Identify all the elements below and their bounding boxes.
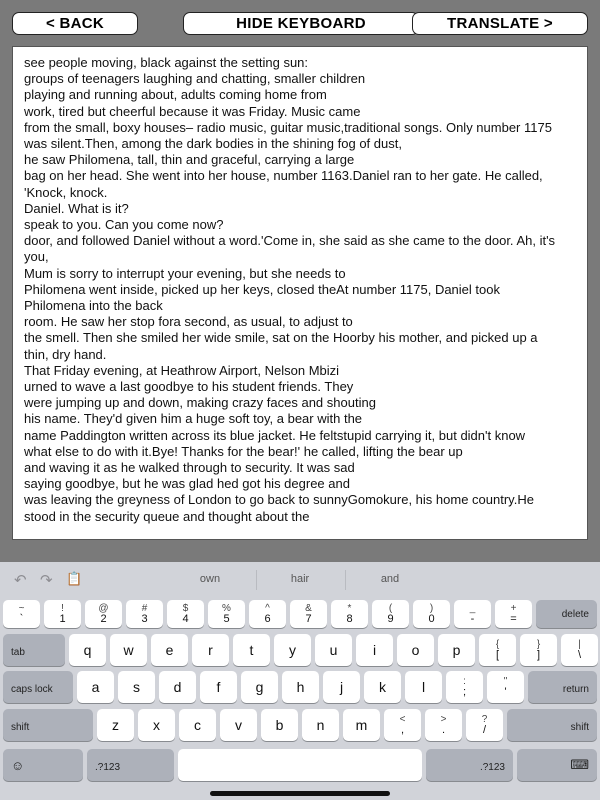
dismiss-keyboard-key[interactable] bbox=[517, 749, 597, 781]
key-label: a bbox=[91, 679, 100, 695]
key-label: o bbox=[411, 642, 420, 658]
key-p[interactable] bbox=[438, 634, 475, 666]
key-l[interactable] bbox=[405, 671, 442, 703]
key-number-10[interactable] bbox=[413, 600, 450, 628]
tab-key[interactable] bbox=[3, 634, 65, 666]
key-upper-label: { bbox=[495, 639, 500, 650]
key-number-7[interactable] bbox=[290, 600, 327, 628]
key-label: z bbox=[112, 717, 119, 733]
key-lower-label: [ bbox=[495, 649, 500, 661]
back-button[interactable]: < BACK bbox=[12, 12, 138, 35]
key-t[interactable] bbox=[233, 634, 270, 666]
text-line: saying goodbye, but he was glad hed got his degree and bbox=[24, 476, 350, 492]
delete-key[interactable] bbox=[536, 600, 597, 628]
suggestion-2[interactable]: hair bbox=[290, 573, 310, 585]
key-label: d bbox=[173, 679, 182, 695]
space-bar[interactable] bbox=[178, 749, 422, 781]
text-line: urned to wave a last goodbye to his student friends. They bbox=[24, 379, 354, 395]
key-upper-label: ! bbox=[61, 603, 64, 614]
key-number-12[interactable] bbox=[495, 600, 532, 628]
key-lower-label: 9 bbox=[387, 613, 394, 625]
key-q[interactable] bbox=[69, 634, 106, 666]
key-number-4[interactable] bbox=[167, 600, 204, 628]
key-upper-label: $ bbox=[182, 603, 189, 614]
key-label: i bbox=[372, 642, 377, 658]
key-label: s bbox=[133, 679, 140, 695]
key-lower-label: ; bbox=[462, 686, 467, 698]
text-line: Mum is sorry to interrupt your evening, but she needs to bbox=[24, 265, 346, 281]
key-upper-label: " bbox=[503, 676, 508, 687]
key-label: .?123 bbox=[479, 762, 505, 773]
key-label: n bbox=[316, 717, 325, 733]
key-lower-label: 2 bbox=[100, 613, 107, 625]
text-line: thin, dry hand. bbox=[24, 346, 107, 362]
return-key[interactable] bbox=[528, 671, 597, 703]
key-label: k bbox=[379, 679, 386, 695]
key-lower-label: \ bbox=[577, 649, 582, 661]
key-upper-label: ( bbox=[388, 603, 393, 614]
key-label: tab bbox=[11, 647, 25, 658]
text-line: Philomena into the back bbox=[24, 298, 163, 314]
key-number-11[interactable] bbox=[454, 600, 491, 628]
text-line: groups of teenagers laughing and chatting, smaller children bbox=[24, 71, 366, 87]
key-symbol-0[interactable] bbox=[384, 709, 421, 741]
key-number-1[interactable] bbox=[44, 600, 81, 628]
key-label: return bbox=[562, 684, 589, 695]
key-label: shift bbox=[570, 722, 589, 733]
key-symbol-2[interactable] bbox=[466, 709, 503, 741]
numbers-key-left[interactable] bbox=[87, 749, 174, 781]
key-o[interactable] bbox=[397, 634, 434, 666]
key-upper-label: ~ bbox=[18, 603, 25, 614]
text-line: 'Knock, knock. bbox=[24, 184, 108, 200]
text-line: Daniel. What is it? bbox=[24, 200, 129, 216]
key-lower-label: 4 bbox=[182, 613, 189, 625]
keyboard-toolbar bbox=[0, 562, 600, 598]
key-upper-label: @ bbox=[98, 603, 109, 614]
key-number-8[interactable] bbox=[331, 600, 368, 628]
key-lower-label: 0 bbox=[428, 613, 435, 625]
key-upper-label: ^ bbox=[265, 603, 270, 614]
key-symbol-0[interactable] bbox=[479, 634, 516, 666]
key-upper-label: < bbox=[399, 714, 406, 725]
key-lower-label: 1 bbox=[59, 613, 66, 625]
key-lower-label: 5 bbox=[223, 613, 230, 625]
key-upper-label: + bbox=[510, 603, 517, 614]
key-lower-label: / bbox=[482, 724, 487, 736]
key-j[interactable] bbox=[323, 671, 360, 703]
key-label: m bbox=[355, 717, 368, 733]
key-upper-label: _ bbox=[469, 603, 476, 614]
text-line: That Friday evening, at Heathrow Airport, Nelson Mbizi bbox=[24, 362, 340, 378]
key-e[interactable] bbox=[151, 634, 188, 666]
key-symbol-1[interactable] bbox=[487, 671, 524, 703]
text-line: the smell. Then she smiled her wide smile, sat on the Hoorby his mother, and picked up a bbox=[24, 330, 538, 346]
key-upper-label: : bbox=[463, 676, 466, 687]
key-label: u bbox=[329, 642, 338, 658]
key-label: v bbox=[235, 717, 242, 733]
key-x[interactable] bbox=[138, 709, 175, 741]
key-i[interactable] bbox=[356, 634, 393, 666]
text-line: you, bbox=[24, 249, 49, 265]
key-m[interactable] bbox=[343, 709, 380, 741]
key-upper-label: ) bbox=[429, 603, 434, 614]
text-line: speak to you. Can you come now? bbox=[24, 217, 224, 233]
keyboard-icon: ⌨ bbox=[570, 757, 589, 772]
key-upper-label: & bbox=[305, 603, 312, 614]
text-line: was leaving the greyness of London to go back to sunnyGomokure, his home country.He bbox=[24, 492, 534, 508]
key-label: shift bbox=[11, 722, 30, 733]
text-line: door, and followed Daniel without a word.'Come in, she said as she came to the door. Ah, it's bbox=[24, 233, 556, 249]
home-indicator bbox=[210, 791, 390, 796]
key-label: p bbox=[452, 642, 461, 658]
key-lower-label: 6 bbox=[264, 613, 271, 625]
text-line: playing and running about, adults coming home from bbox=[24, 87, 327, 103]
key-label: e bbox=[165, 642, 174, 658]
onscreen-keyboard bbox=[0, 562, 600, 800]
text-line: from the small, boxy houses– radio music, guitar music,traditional songs. Only number 1175 bbox=[24, 119, 552, 135]
key-label: w bbox=[123, 642, 134, 658]
key-symbol-0[interactable] bbox=[446, 671, 483, 703]
text-line: room. He saw her stop fora second, as usual, to adjust to bbox=[24, 314, 353, 330]
key-upper-label: # bbox=[141, 603, 148, 614]
key-label: f bbox=[216, 679, 221, 695]
key-c[interactable] bbox=[179, 709, 216, 741]
key-a[interactable] bbox=[77, 671, 114, 703]
key-label: y bbox=[289, 642, 296, 658]
key-symbol-1[interactable] bbox=[520, 634, 557, 666]
emoji-icon: ☺ bbox=[11, 758, 25, 773]
key-lower-label: - bbox=[470, 613, 475, 625]
key-lower-label: . bbox=[441, 724, 446, 736]
key-lower-label: ] bbox=[536, 649, 541, 661]
key-label: c bbox=[194, 717, 201, 733]
key-k[interactable] bbox=[364, 671, 401, 703]
key-lower-label: 8 bbox=[346, 613, 353, 625]
text-line: were jumping up and down, making crazy faces and shouting bbox=[24, 395, 376, 411]
key-g[interactable] bbox=[241, 671, 278, 703]
key-upper-label: ? bbox=[481, 714, 488, 725]
clipboard-icon[interactable]: 📋 bbox=[66, 571, 83, 586]
text-line: stood in the security queue and thought about the bbox=[24, 508, 310, 524]
key-label: q bbox=[83, 642, 92, 658]
key-symbol-1[interactable] bbox=[425, 709, 462, 741]
key-label: x bbox=[153, 717, 160, 733]
key-d[interactable] bbox=[159, 671, 196, 703]
numbers-key-right[interactable] bbox=[426, 749, 513, 781]
key-label: b bbox=[275, 717, 284, 733]
suggestion-1[interactable]: own bbox=[199, 573, 221, 585]
key-upper-label: % bbox=[222, 603, 231, 614]
key-w[interactable] bbox=[110, 634, 147, 666]
key-h[interactable] bbox=[282, 671, 319, 703]
key-number-9[interactable] bbox=[372, 600, 409, 628]
key-lower-label: 3 bbox=[141, 613, 148, 625]
key-label: delete bbox=[561, 609, 589, 620]
key-label: t bbox=[249, 642, 254, 658]
key-symbol-2[interactable] bbox=[561, 634, 598, 666]
text-line: work, tired but cheerful because it was Friday. Music came bbox=[24, 103, 361, 119]
text-line: name Paddington written across its blue jacket. He feltstupid carrying it, but didn't know bbox=[24, 427, 526, 443]
text-line: bag on her head. She went into her house, number 1163.Daniel ran to her gate. He called, bbox=[24, 168, 543, 184]
text-line: his name. They'd given him a huge soft toy, a bear with the bbox=[24, 411, 363, 427]
key-label: .?123 bbox=[95, 762, 121, 773]
key-upper-label: | bbox=[578, 639, 581, 650]
key-z[interactable] bbox=[97, 709, 134, 741]
key-b[interactable] bbox=[261, 709, 298, 741]
text-line: what else to do with it.Bye! Thanks for the bear!' he called, lifting the bear up bbox=[24, 443, 463, 459]
key-upper-label: > bbox=[440, 714, 447, 725]
undo-icon[interactable]: ↶ bbox=[14, 572, 27, 589]
key-number-0[interactable] bbox=[3, 600, 40, 628]
key-lower-label: , bbox=[400, 724, 405, 736]
shift-key-right[interactable] bbox=[507, 709, 597, 741]
shift-key-left[interactable] bbox=[3, 709, 93, 741]
key-lower-label: = bbox=[510, 613, 517, 625]
text-line: he saw Philomena, tall, thin and graceful, carrying a large bbox=[24, 152, 355, 168]
key-r[interactable] bbox=[192, 634, 229, 666]
text-line: Philomena went inside, picked up her keys, closed theAt number 1175, Daniel took bbox=[24, 281, 500, 297]
key-lower-label: 7 bbox=[305, 613, 312, 625]
caps-lock-key[interactable] bbox=[3, 671, 73, 703]
key-number-2[interactable] bbox=[85, 600, 122, 628]
key-v[interactable] bbox=[220, 709, 257, 741]
suggestion-3[interactable]: and bbox=[380, 573, 400, 585]
key-label: r bbox=[208, 642, 213, 658]
key-label: j bbox=[339, 679, 344, 695]
key-number-3[interactable] bbox=[126, 600, 163, 628]
key-f[interactable] bbox=[200, 671, 237, 703]
text-editor[interactable] bbox=[12, 46, 588, 540]
key-number-6[interactable] bbox=[249, 600, 286, 628]
key-upper-label: * bbox=[347, 603, 352, 614]
translate-button[interactable]: TRANSLATE > bbox=[412, 12, 588, 35]
emoji-key[interactable] bbox=[3, 749, 83, 781]
key-label: caps lock bbox=[11, 684, 53, 695]
key-upper-label: } bbox=[536, 639, 541, 650]
key-u[interactable] bbox=[315, 634, 352, 666]
key-s[interactable] bbox=[118, 671, 155, 703]
key-lower-label: ` bbox=[19, 613, 24, 625]
key-y[interactable] bbox=[274, 634, 311, 666]
text-line: see people moving, black against the setting sun: bbox=[24, 55, 309, 70]
key-lower-label: ' bbox=[504, 686, 507, 698]
key-label: l bbox=[421, 679, 426, 695]
key-n[interactable] bbox=[302, 709, 339, 741]
key-number-5[interactable] bbox=[208, 600, 245, 628]
key-label: h bbox=[296, 679, 305, 695]
redo-icon[interactable]: ↷ bbox=[40, 572, 53, 589]
text-line: was silent.Then, among the dark bodies in the shining fog of dust, bbox=[24, 136, 402, 152]
key-label: g bbox=[255, 679, 264, 695]
hide-keyboard-button[interactable]: HIDE KEYBOARD bbox=[183, 12, 419, 35]
text-line: and waving it as he walked through to security. It was sad bbox=[24, 460, 355, 476]
